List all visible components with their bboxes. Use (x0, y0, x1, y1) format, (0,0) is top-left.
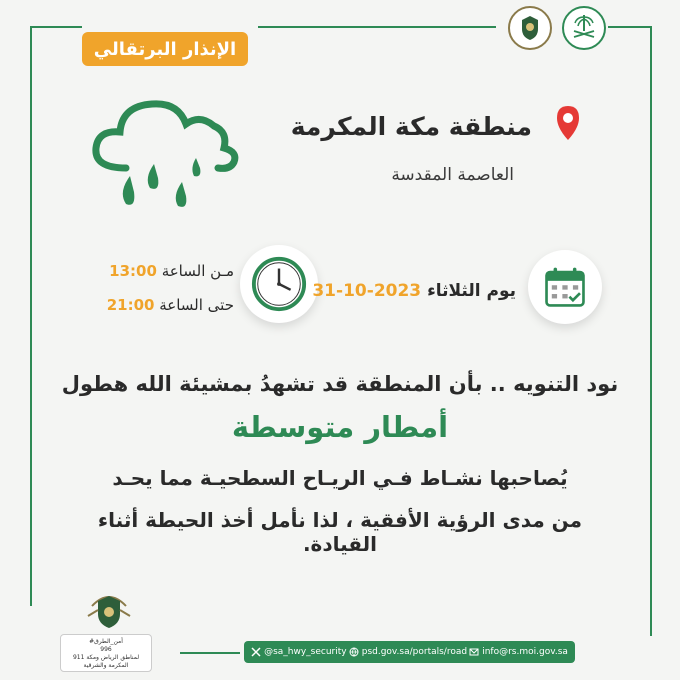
mail-icon (469, 647, 479, 657)
footer-bar (244, 641, 575, 663)
frame-top-far-right (608, 26, 652, 28)
time-to (70, 296, 234, 314)
message-line-2: أمطار متوسطة (231, 410, 449, 444)
twitter-handle: @sa_hwy_security (264, 647, 347, 657)
website-url: psd.gov.sa/portals/road (361, 647, 468, 657)
hotline-regions: 911 لمناطق الرياض ومكة (72, 654, 140, 661)
message-line-1: نود التنويه .. بأن المنطقة قد تشهدُ بمشيئة الله هطول (61, 372, 619, 396)
date-line (300, 281, 516, 301)
message-line-4: من مدى الرؤية الأفقية ، لذا نأمل أخذ الحيطة أثناء القيادة. (97, 508, 583, 556)
hotline-regions-2: المكرمة والشرقية (83, 662, 129, 669)
warning-badge (82, 32, 248, 66)
frame-bottom (180, 652, 240, 654)
day-label: يوم الثلاثاء (427, 281, 516, 301)
frame-top-left (30, 26, 82, 28)
footer-twitter[interactable] (251, 647, 347, 657)
time-from-value: 13:00 (109, 262, 157, 280)
region-subtitle: العاصمة المقدسة (391, 165, 514, 185)
calendar-icon (543, 265, 587, 309)
frame-right (650, 26, 652, 636)
palm-swords-icon (567, 11, 601, 45)
road-security-emblem (82, 586, 136, 634)
time-from-label: مـن الساعة (161, 262, 234, 280)
hotline-number: 996 (100, 646, 112, 653)
calendar-circle (528, 250, 602, 324)
hotline-hashtag: #أمن_الطرق (89, 638, 123, 645)
rain-cloud-icon (88, 92, 242, 216)
time-to-label: حتى الساعة (159, 296, 234, 314)
footer-email[interactable] (469, 647, 568, 657)
frame-left (30, 26, 32, 606)
footer-website[interactable] (349, 647, 467, 657)
region-title: منطقة مكة المكرمة (290, 112, 532, 141)
email-address: info@rs.moi.gov.sa (482, 647, 568, 657)
hotline-card (60, 634, 152, 672)
x-twitter-icon (251, 647, 261, 657)
time-from (70, 262, 234, 280)
ministry-logo (562, 6, 606, 50)
road-security-logo (508, 6, 552, 50)
frame-top-right (258, 26, 496, 28)
badge-icon (513, 11, 547, 45)
location-pin-icon (553, 104, 583, 142)
warning-badge-label: الإنذار البرتقالي (93, 38, 237, 60)
message-line-3: يُصاحبها نشـاط فـي الريـاح السطحيـة مما يحـد (112, 466, 568, 490)
time-to-value: 21:00 (106, 296, 155, 314)
globe-icon (349, 647, 359, 657)
date-value: 2023-10-31 (312, 281, 422, 301)
